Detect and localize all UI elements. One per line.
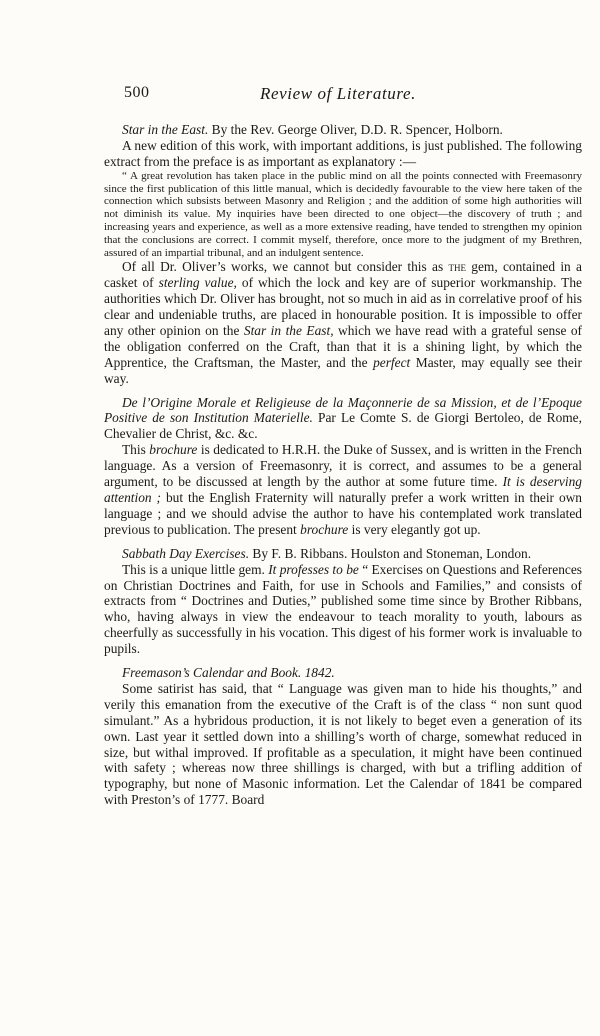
text-run: “ Exercises on Questions and References on Christian Doctrines and Faith, for use in Schools and Families,” and consists of extracts from “ Doctrines and Duties,” published some time since by Brother Ribbans, who, having always in view the endeavour to teach morality to youth, labours as cheerfully as successfully in his vocation. This digest of his former work is invaluable to pupils. [104, 561, 582, 657]
text-run: whereas now three shillings is charged, with but a trifling addition of typography, but none of Masonic information. Let the Calendar of 1841 be compared with Preston’s of 1777. Board [104, 760, 582, 808]
page-body [104, 122, 582, 808]
entry-title: Freemason’s Calendar and Book. 1842. [122, 665, 335, 681]
text-run: gem, contained in a casket of [104, 259, 582, 291]
entry-lead: By the Rev. George Oliver, D.D. R. Spencer, Holborn. [211, 122, 503, 137]
review-entry-sabbath-day-exercises [104, 546, 582, 562]
preface-quote: “ A great revolution has taken place in the public mind on all the points connected with Freemasonry since the first publication of this little manual, which is decidedly favourable to the view here taken of the connection which subsists between Masonry and Religion ; and the addition of some high authorities will not diminish its value. My inquiries have been directed to one object—the discovery of truth ; and increasing years and experience, as well as a more extensive reading, have tended to strengthen my opinion that the conclusions are correct. I commit myself, therefore, once more to the judgment of my Brethren, assured of an impartial tribunal, and an indulgent sentence. [104, 169, 582, 259]
paragraph [104, 562, 582, 657]
text-run: brochure [300, 521, 349, 537]
text-run: It professes to be [268, 561, 359, 577]
paragraph [104, 681, 582, 808]
entry-title: Sabbath Day Exercises. [122, 545, 250, 561]
text-run: Some satirist has said, that “ Language was given man to hide his thoughts,” and verily this emanation from the executive of the Craft is of the class “ non sunt quod simulant.” As a hybridous production, it is not likely to beget even a generation of its own. Last year it settled down into a shilling’s worth of charge, somewhat reduced in size, but withal improved. If profitable as a speculation, it might have been continued with safety ; [104, 680, 582, 776]
entry-title: De l’Origine Morale et Religieuse de la Maçonnerie de sa Mission, et de l’Epoque Positive de son Institution Materielle. [104, 394, 582, 426]
text-run: the [448, 259, 466, 275]
text-run: of which the lock and key are of superior workmanship. The authorities which Dr. Oliver has brought, not so much in aid as in correlative proof of his clear and undeniable truths, are placed in honourable position. It is impossible to offer any other opinion on the [104, 275, 582, 338]
entry-lead: By F. B. Ribbans. Houlston and Stoneman, London. [252, 545, 532, 561]
paragraph [104, 259, 582, 386]
running-title: Review of Literature. [260, 84, 416, 103]
text-run: Of all Dr. Oliver’s works, we cannot but consider this as [122, 259, 444, 275]
text-run: but the English Fraternity will naturally prefer a work written in their own language ; and we should advise the author to have his contemplated work translated previous to publication. The present [104, 489, 583, 537]
paragraph: A new edition of this work, with important additions, is just published. The following extract from the preface is as important as explanatory :— [104, 137, 582, 169]
running-header [124, 84, 476, 108]
text-run: It is deserving attention ; [104, 474, 582, 505]
text-run: perfect [373, 354, 411, 370]
text-run: This is a unique little gem. [122, 561, 265, 577]
text-run: which we have read with a grateful sense of the obligation conferred on the Craft, than that it is a shining light, by which the Apprentice, the Craftsman, the Master, and the [104, 322, 583, 370]
page-number: 500 [124, 84, 150, 101]
entry-title: Star in the East. [122, 122, 209, 137]
text-run: is very elegantly got up. [351, 521, 481, 537]
text-run: Star in the East, [243, 322, 334, 338]
review-entry-freemasons-calendar [104, 665, 582, 681]
text-run: This [122, 442, 146, 458]
text-run: sterling value, [158, 275, 237, 291]
review-entry-de-l-origine [104, 395, 582, 443]
review-entry-star-in-the-east [104, 122, 582, 138]
text-run: Master, may equally see their way. [104, 354, 582, 386]
paragraph [104, 442, 582, 537]
text-run: brochure [149, 442, 198, 458]
text-run: is dedicated to H.R.H. the Duke of Sussex, and is written in the French language. As a version of Freemasonry, it is correct, and assumes to be a general argument, to be discussed at length by the author at some future time. [104, 442, 582, 490]
entry-lead: Par Le Comte S. de Giorgi Bertoleo, de Rome, Chevalier de Christ, &c. &c. [104, 410, 582, 442]
